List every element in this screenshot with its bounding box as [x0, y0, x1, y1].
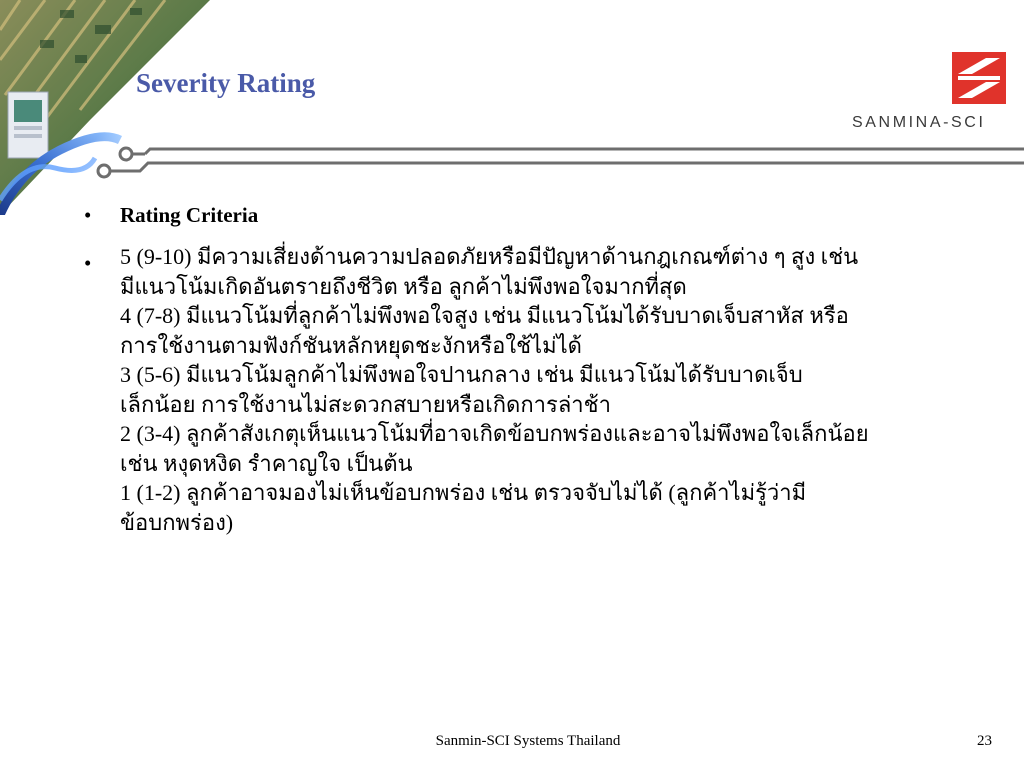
bullet-icon: •	[84, 203, 92, 227]
criteria-line: 2 (3-4) ลูกค้าสังเกตุเห็นแนวโน้มที่อาจเกิดข้อบกพร่องและอาจไม่พึงพอใจเล็กน้อย	[120, 421, 869, 446]
sanmina-sci-logo	[846, 52, 1016, 132]
page-number: 23	[977, 733, 992, 749]
bullet-icon: •	[84, 251, 92, 275]
slide-body	[84, 200, 994, 537]
footer-company: Sanmin-SCI Systems Thailand	[435, 733, 621, 749]
criteria-line: มีแนวโน้มเกิดอันตรายถึงชีวิต หรือ ลูกค้าไม่พึงพอใจมากที่สุด	[120, 273, 687, 299]
corner-electronics-photo	[0, 0, 210, 215]
criteria-line: เช่น หงุดหงิด รำคาญใจ เป็นต้น	[120, 450, 413, 476]
criteria-line: 3 (5-6) มีแนวโน้มลูกค้าไม่พึงพอใจปานกลาง เช่น มีแนวโน้มได้รับบาดเจ็บ	[120, 362, 803, 387]
sanmina-logo-mark-icon	[952, 52, 1006, 104]
criteria-line: 4 (7-8) มีแนวโน้มที่ลูกค้าไม่พึงพอใจสูง เช่น มีแนวโน้มได้รับบาดเจ็บสาหัส หรือ	[120, 303, 849, 328]
slide-title: Severity Rating	[136, 68, 316, 98]
bullet-criteria-list	[84, 242, 994, 537]
criteria-line: 1 (1-2) ลูกค้าอาจมองไม่เห็นข้อบกพร่อง เช่น ตรวจจับไม่ได้ (ลูกค้าไม่รู้ว่ามี	[120, 480, 807, 505]
circuit-divider	[0, 140, 1024, 180]
criteria-line: การใช้งานตามฟังก์ชันหลักหยุดชะงักหรือใช้ไม่ได้	[120, 332, 582, 358]
logo-wordmark: SANMINA-SCI	[852, 114, 986, 131]
criteria-line: 5 (9-10) มีความเสี่ยงด้านความปลอดภัยหรือมีปัญหาด้านกฎเกณฑ์ต่าง ๆ สูง เช่น	[120, 244, 859, 269]
criteria-line: ข้อบกพร่อง)	[120, 509, 234, 535]
criteria-line: เล็กน้อย การใช้งานไม่สะดวกสบายหรือเกิดการล่าช้า	[120, 391, 611, 417]
bullet-rating-criteria	[84, 200, 994, 230]
rating-criteria-heading: Rating Criteria	[120, 203, 259, 227]
